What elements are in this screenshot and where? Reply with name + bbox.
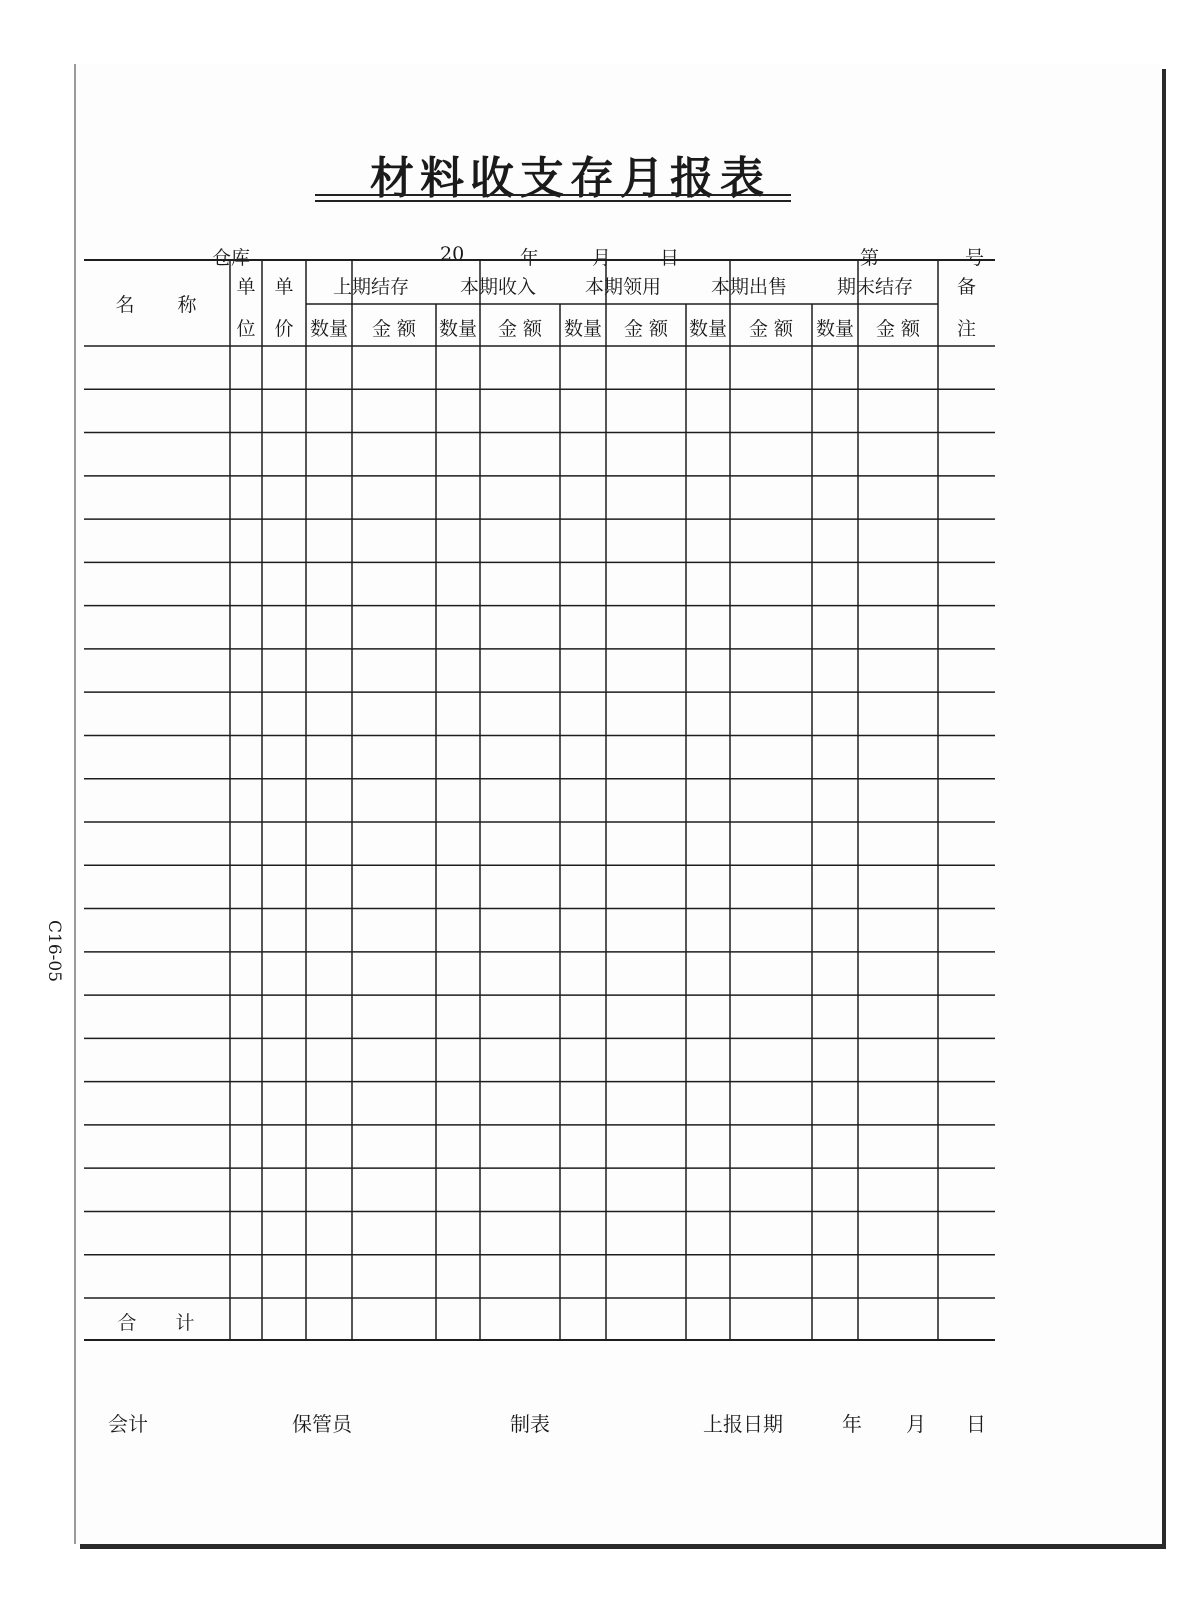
header-group-5: 期末结存 [836, 276, 913, 298]
header-amount: 金 额 [875, 318, 921, 340]
header-amount: 金 额 [497, 318, 543, 340]
header-group-4: 本期出售 [710, 276, 787, 298]
header-unit-1: 单 [236, 276, 256, 298]
header-group-3: 本期领用 [584, 276, 661, 298]
year-prefix: 20 [440, 243, 465, 265]
header-amount: 金 额 [623, 318, 669, 340]
header-price-1: 单 [274, 276, 294, 298]
header-remark-2: 注 [956, 318, 976, 340]
year-label: 年 [520, 247, 540, 269]
total-label-1: 合 [117, 1312, 137, 1334]
number-suffix: 号 [965, 247, 985, 269]
footer-report-date: 上报日期 [703, 1412, 783, 1436]
header-name-2: 称 [177, 294, 197, 316]
warehouse-label: 仓库 [212, 247, 251, 269]
form-title: 材料收支存月报表 [370, 153, 770, 204]
header-price-2: 价 [274, 318, 294, 340]
footer-accountant: 会计 [108, 1412, 148, 1436]
header-qty: 数量 [688, 318, 727, 340]
side-code: C16-05 [44, 920, 64, 983]
number-prefix: 第 [860, 247, 880, 269]
header-group-1: 上期结存 [332, 276, 409, 298]
header-remark-1: 备 [956, 276, 976, 298]
header-amount: 金 额 [371, 318, 417, 340]
header-qty: 数量 [438, 318, 477, 340]
month-label: 月 [592, 247, 612, 269]
header-qty: 数量 [563, 318, 602, 340]
header-qty: 数量 [309, 318, 348, 340]
header-group-2: 本期收入 [459, 276, 536, 298]
header-qty: 数量 [815, 318, 854, 340]
footer-day: 日 [966, 1412, 986, 1436]
footer-preparer: 制表 [510, 1412, 550, 1436]
footer-month: 月 [906, 1412, 926, 1436]
footer-year: 年 [842, 1412, 862, 1436]
header-unit-2: 位 [236, 318, 256, 340]
day-label: 日 [660, 247, 680, 269]
footer-keeper: 保管员 [292, 1412, 352, 1436]
header-name-1: 名 [115, 294, 135, 316]
header-amount: 金 额 [748, 318, 794, 340]
total-label-2: 计 [175, 1312, 195, 1334]
